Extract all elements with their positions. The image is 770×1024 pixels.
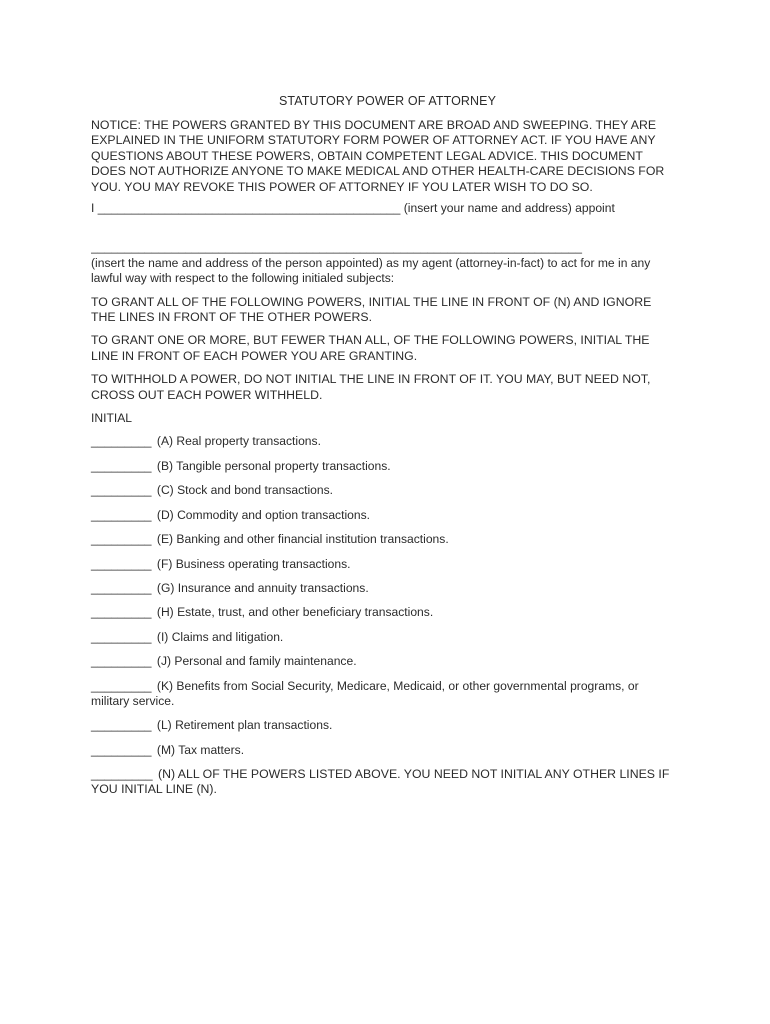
initial-blank[interactable]: _________ bbox=[91, 766, 153, 781]
power-label: (E) Banking and other financial institution transactions. bbox=[156, 532, 449, 547]
power-label: (K) Benefits from Social Security, Medicare, Medicaid, or other governmental programs, or military service. bbox=[91, 678, 639, 708]
power-label: (F) Business operating transactions. bbox=[156, 556, 351, 571]
document-title: STATUTORY POWER OF ATTORNEY bbox=[278, 94, 497, 108]
power-item-j bbox=[91, 654, 678, 669]
power-label: (B) Tangible personal property transactions. bbox=[156, 458, 391, 473]
agent-description: (insert the name and address of the person appointed) as my agent (attorney-in-fact) to act for me in any lawful way with respect to the following initialed subjects: bbox=[91, 255, 651, 286]
principal-appoint-line[interactable]: I _____________________________________________ (insert your name and address) appoint bbox=[91, 201, 615, 216]
power-item-e bbox=[91, 532, 678, 547]
power-item-h bbox=[91, 605, 678, 620]
power-item-a bbox=[91, 434, 678, 449]
initial-blank[interactable]: _________ bbox=[91, 581, 152, 595]
initial-blank[interactable]: _________ bbox=[91, 532, 152, 547]
power-label: (I) Claims and litigation. bbox=[156, 629, 284, 644]
power-item-n bbox=[91, 767, 678, 796]
initial-blank[interactable]: _________ bbox=[91, 434, 152, 449]
power-item-c bbox=[91, 483, 678, 498]
power-item-m bbox=[91, 743, 678, 758]
power-item-g bbox=[91, 581, 678, 596]
power-label: (M) Tax matters. bbox=[156, 742, 245, 757]
instruction-withhold: TO WITHHOLD A POWER, DO NOT INITIAL THE LINE IN FRONT OF IT. YOU MAY, BUT NEED NOT, CROSS OUT EACH POWER WITHHELD. bbox=[91, 372, 651, 402]
power-label: (L) Retirement plan transactions. bbox=[156, 718, 333, 733]
initial-blank[interactable]: _________ bbox=[91, 458, 152, 473]
instruction-grant-all: TO GRANT ALL OF THE FOLLOWING POWERS, INITIAL THE LINE IN FRONT OF (N) AND IGNORE THE LINES IN FRONT OF THE OTHER POWERS. bbox=[91, 294, 652, 325]
power-item-f bbox=[91, 557, 678, 572]
initial-heading: INITIAL bbox=[91, 411, 132, 426]
instruction-grant-some: TO GRANT ONE OR MORE, BUT FEWER THAN ALL, OF THE FOLLOWING POWERS, INITIAL THE LINE IN FRONT OF EACH POWER YOU ARE GRANTING. bbox=[91, 333, 650, 363]
power-item-k bbox=[91, 679, 678, 708]
powers-list bbox=[91, 434, 678, 796]
notice-paragraph: NOTICE: THE POWERS GRANTED BY THIS DOCUMENT ARE BROAD AND SWEEPING. THEY ARE EXPLAINED IN THE UNIFORM STATUTORY FORM POWER OF ATTORNEY ACT. IF YOU HAVE ANY QUESTIONS ABOUT THESE POWERS, OBTAIN COMPETENT LEGAL ADVICE. THIS DOCUMENT DOES NOT AUTHORIZE ANYONE TO MAKE MEDICAL AND OTHER HEALTH-CARE DECISIONS FOR YOU. YOU MAY REVOKE THIS POWER OF ATTORNEY IF YOU LATER WISH TO DO SO. bbox=[91, 118, 665, 194]
initial-blank[interactable]: _________ bbox=[91, 629, 152, 644]
agent-name-blank[interactable]: _________________________________________________________________________ bbox=[91, 240, 582, 255]
power-label: (C) Stock and bond transactions. bbox=[156, 483, 334, 498]
power-label: (J) Personal and family maintenance. bbox=[156, 654, 357, 669]
initial-blank[interactable]: _________ bbox=[91, 742, 152, 757]
initial-blank[interactable]: _________ bbox=[91, 678, 152, 693]
power-label: (G) Insurance and annuity transactions. bbox=[156, 581, 369, 595]
initial-blank[interactable]: _________ bbox=[91, 718, 152, 733]
power-item-i bbox=[91, 630, 678, 645]
initial-blank[interactable]: _________ bbox=[91, 556, 152, 571]
initial-blank[interactable]: _________ bbox=[91, 605, 152, 620]
power-item-d bbox=[91, 508, 678, 523]
initial-blank[interactable]: _________ bbox=[91, 654, 152, 669]
power-label: (D) Commodity and option transactions. bbox=[156, 507, 370, 522]
power-item-l bbox=[91, 718, 678, 733]
initial-blank[interactable]: _________ bbox=[91, 507, 152, 522]
power-label: (A) Real property transactions. bbox=[156, 434, 321, 449]
initial-blank[interactable]: _________ bbox=[91, 483, 152, 498]
power-item-b bbox=[91, 459, 678, 474]
power-label: (N) ALL OF THE POWERS LISTED ABOVE. YOU NEED NOT INITIAL ANY OTHER LINES IF YOU INITIAL LINE (N). bbox=[91, 766, 670, 796]
power-label: (H) Estate, trust, and other beneficiary transactions. bbox=[156, 605, 434, 620]
